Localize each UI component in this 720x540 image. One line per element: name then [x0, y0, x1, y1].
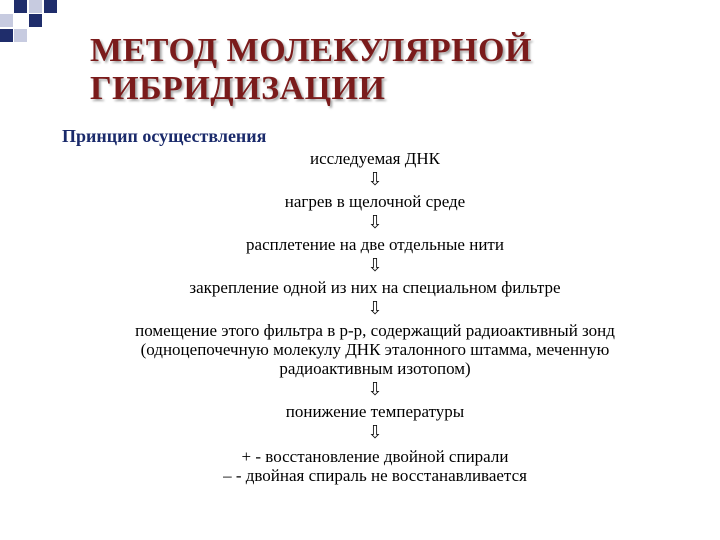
title-line-2: ГИБРИДИЗАЦИИ	[90, 70, 386, 107]
step-5-line-3: радиоактивным изотопом)	[279, 359, 471, 378]
step-3: расплетение на две отдельные нити	[246, 235, 504, 254]
step-5-line-1: помещение этого фильтра в р-р, содержащий радиоактивный зонд	[135, 321, 615, 340]
down-arrow-icon: ⇩	[367, 169, 383, 190]
step-5	[60, 321, 690, 378]
down-arrow-icon: ⇩	[367, 422, 383, 443]
decor-square-1	[14, 0, 27, 13]
decor-square-5	[29, 14, 42, 27]
process-flow	[60, 149, 690, 485]
decor-square-7	[0, 29, 13, 42]
decor-square-4	[0, 14, 13, 27]
step-1: исследуемая ДНК	[310, 149, 440, 168]
step-6: понижение температуры	[285, 402, 465, 421]
down-arrow-icon: ⇩	[367, 298, 383, 319]
step-2: нагрев в щелочной среде	[284, 192, 466, 211]
down-arrow-icon: ⇩	[367, 379, 383, 400]
step-5-line-2: (одноцепочечную молекулу ДНК эталонного штамма, меченную	[140, 340, 610, 359]
decor-square-2	[29, 0, 42, 13]
down-arrow-icon: ⇩	[367, 212, 383, 233]
step-4: закрепление одной из них на специальном фильтре	[189, 278, 561, 297]
down-arrow-icon: ⇩	[367, 255, 383, 276]
decor-square-6	[14, 29, 27, 42]
slide-title	[90, 32, 532, 108]
title-line-1: МЕТОД МОЛЕКУЛЯРНОЙ	[90, 32, 532, 69]
result-positive: + - восстановление двойной спирали	[241, 447, 509, 466]
subtitle: Принцип осуществления	[62, 126, 267, 146]
result-negative: – - двойная спираль не восстанавливается	[223, 466, 527, 485]
decor-square-3	[44, 0, 57, 13]
